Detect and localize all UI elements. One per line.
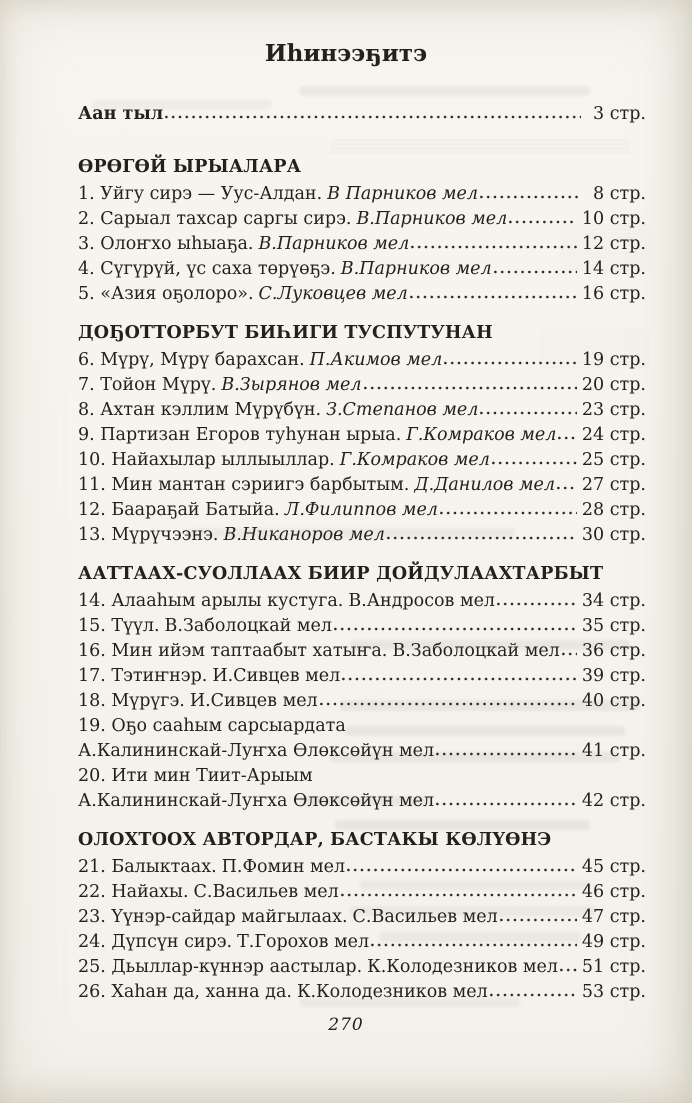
toc-entry — [78, 664, 646, 689]
folio-number: 270 — [328, 1015, 364, 1035]
toc-entry — [78, 980, 646, 1005]
entry-title: 8. Ахтан кэллим Мүрүбүн. — [78, 400, 322, 420]
entry-composer: В.Парников мел — [258, 234, 410, 254]
entry-title: 22. Найахы. — [78, 882, 189, 902]
entry-page: 23 стр. — [581, 400, 646, 420]
dot-leader — [492, 461, 577, 465]
entry-page: 20 стр. — [581, 375, 646, 395]
entry-composer: К.Колодезников мел — [296, 982, 488, 1002]
entry-composer: Г.Комраков мел — [406, 425, 557, 445]
toc-entry — [78, 473, 646, 498]
entry-composer: Т.Горохов мел — [237, 932, 370, 952]
dot-leader — [364, 386, 577, 390]
dot-leader — [440, 511, 577, 515]
toc-entry — [78, 182, 646, 207]
toc-entry — [78, 589, 646, 614]
toc-entry — [78, 739, 646, 764]
toc-entry — [78, 789, 646, 814]
dot-leader — [341, 893, 577, 897]
entry-composer: З.Степанов мел — [326, 400, 479, 420]
entry-page: 14 стр. — [581, 259, 646, 279]
entry-page: 47 стр. — [581, 907, 646, 927]
entry-page: 42 стр. — [581, 791, 646, 811]
entry-title: 1. Уйгу сирэ — Уус-Алдан. — [78, 184, 323, 204]
dot-leader — [497, 602, 577, 606]
entry-composer: К.Колодезников мел — [367, 957, 558, 977]
toc-entry — [78, 855, 646, 880]
foreword-label: Аан тыл — [78, 104, 164, 124]
entry-title: 20. Ити мин Тиит-Арыым — [78, 766, 313, 786]
dot-leader — [509, 220, 577, 224]
entry-page: 40 стр. — [581, 691, 646, 711]
entry-page: 34 стр. — [581, 591, 646, 611]
toc-entry — [78, 639, 646, 664]
entry-composer: П.Фомин мел — [221, 857, 346, 877]
entry-title: 13. Мүрүчээнэ. — [78, 525, 219, 545]
entry-composer: Г.Комраков мел — [339, 450, 490, 470]
entry-title: 23. Үүнэр-сайдар майгылаах. — [78, 907, 348, 927]
entry-title: 6. Мүрү, Мүрү барахсан. — [78, 350, 305, 370]
entry-page: 49 стр. — [581, 932, 646, 952]
toc-entry — [78, 930, 646, 955]
dot-leader — [562, 652, 577, 656]
entry-page: 30 стр. — [581, 525, 646, 545]
dot-leader — [371, 943, 577, 947]
toc-entry — [78, 232, 646, 257]
section-entries — [78, 182, 646, 307]
toc-entry — [78, 764, 646, 789]
dot-leader — [494, 270, 577, 274]
toc-entry — [78, 348, 646, 373]
toc-entry — [78, 880, 646, 905]
toc-section-anthem-songs — [78, 155, 646, 307]
toc-section-about-friends — [78, 321, 646, 548]
dot-leader — [334, 627, 577, 631]
foreword-row — [78, 102, 646, 127]
entry-composer: С.Васильев мел — [193, 882, 339, 902]
dot-leader — [347, 868, 577, 872]
dot-leader — [387, 536, 577, 540]
dot-leader — [490, 993, 577, 997]
entry-page: 35 стр. — [581, 616, 646, 636]
toc-entry — [78, 207, 646, 232]
toc-entry — [78, 448, 646, 473]
entry-composer: И.Сивцев мел — [212, 666, 341, 686]
section-heading: ААТТААХ-СУОЛЛААХ БИИР ДОЙДУЛААХТАРБЫТ — [78, 564, 604, 584]
entry-page: 28 стр. — [581, 500, 646, 520]
entry-title: 2. Сарыал тахсар саргы сирэ. — [78, 209, 352, 229]
dot-leader — [500, 918, 577, 922]
entry-composer: И.Сивцев мел — [189, 691, 318, 711]
entry-composer: Л.Филиппов мел — [284, 500, 438, 520]
entry-composer: В.Заболоцкай мел — [392, 641, 560, 661]
entry-title: 4. Сүгүрүй, үс саха төрүөҕэ. — [78, 259, 336, 279]
section-entries — [78, 348, 646, 548]
entry-composer: П.Акимов мел — [309, 350, 443, 370]
entry-title: 12. Баараҕай Батыйа. — [78, 500, 280, 520]
dot-leader — [165, 115, 581, 119]
entry-composer: В Парников мел — [327, 184, 479, 204]
dot-leader — [342, 677, 577, 681]
toc-entry — [78, 423, 646, 448]
toc-entry — [78, 905, 646, 930]
entry-page: 19 стр. — [581, 350, 646, 370]
dot-leader — [411, 245, 577, 249]
entry-title: 25. Дьыллар-күннэр аастылар. — [78, 957, 363, 977]
entry-composer: В.Заболоцкай мел — [164, 616, 332, 636]
entry-composer: В.Андросов мел — [348, 591, 496, 611]
section-heading: ОЛОХТООХ АВТОРДАР, БАСТАКЫ КӨЛҮӨНЭ — [78, 830, 552, 850]
section-entries — [78, 855, 646, 1005]
entry-title: 5. «Азия оҕолоро». — [78, 284, 254, 304]
toc-entry — [78, 714, 646, 739]
entry-title: 18. Мүрүгэ. — [78, 691, 185, 711]
entry-page: 53 стр. — [581, 982, 646, 1002]
dot-leader — [320, 702, 577, 706]
entry-title: 21. Балыктаах. — [78, 857, 217, 877]
section-entries — [78, 589, 646, 814]
entry-page: 39 стр. — [581, 666, 646, 686]
dot-leader — [560, 968, 577, 972]
entry-title: 10. Найахылар ыллыыллар. — [78, 450, 335, 470]
entry-title: А.Калининскай-Луҥха Өлөксөйүн мел — [78, 741, 435, 761]
toc-entry — [78, 955, 646, 980]
toc-section-local-authors — [78, 828, 646, 1005]
entry-page: 36 стр. — [581, 641, 646, 661]
entry-title: 9. Партизан Егоров туһунан ырыа. — [78, 425, 402, 445]
dot-leader — [557, 486, 577, 490]
entry-title: 19. Оҕо сааһым сарсыардата — [78, 716, 346, 736]
entry-page: 45 стр. — [581, 857, 646, 877]
entry-composer: В.Парников мел — [356, 209, 508, 229]
entry-title: 16. Мин ийэм таптаабыт хатыҥа. — [78, 641, 388, 661]
toc-entry — [78, 398, 646, 423]
dot-leader — [444, 361, 577, 365]
entry-composer: С.Васильев мел — [352, 907, 498, 927]
toc-entry — [78, 373, 646, 398]
entry-composer: С.Луковцев мел — [258, 284, 408, 304]
entry-composer: В.Зырянов мел — [221, 375, 362, 395]
entry-page: 8 стр. — [593, 184, 646, 204]
entry-composer: Д.Данилов мел — [414, 475, 556, 495]
entry-page: 12 стр. — [581, 234, 646, 254]
entry-page: 16 стр. — [581, 284, 646, 304]
toc-entry — [78, 614, 646, 639]
entry-composer: В.Никаноров мел — [223, 525, 385, 545]
dot-leader — [558, 436, 577, 440]
dot-leader — [410, 295, 577, 299]
entry-title: 3. Олоҥхо ыһыаҕа. — [78, 234, 254, 254]
entry-title: 11. Мин мантан сэриигэ барбытым. — [78, 475, 410, 495]
entry-page: 27 стр. — [581, 475, 646, 495]
toc-entry — [78, 257, 646, 282]
entry-title: 7. Тойон Мүрү. — [78, 375, 217, 395]
entry-page: 51 стр. — [581, 957, 646, 977]
toc-entry — [78, 689, 646, 714]
entry-composer: В.Парников мел — [340, 259, 492, 279]
entry-page: 41 стр. — [581, 741, 646, 761]
entry-title: 26. Хаһан да, ханна да. — [78, 982, 292, 1002]
dot-leader — [436, 752, 577, 756]
entry-title: 14. Алааһым арылы кустуга. — [78, 591, 344, 611]
entry-title: 15. Түүл. — [78, 616, 160, 636]
entry-page: 10 стр. — [581, 209, 646, 229]
dot-leader — [436, 802, 577, 806]
page-title: Иһинээҕитэ — [264, 40, 428, 67]
entry-title: 17. Тэтиҥнэр. — [78, 666, 208, 686]
entry-page: 24 стр. — [581, 425, 646, 445]
entry-title: А.Калининскай-Луҥха Өлөксөйүн мел — [78, 791, 435, 811]
dot-leader — [480, 411, 576, 415]
dot-leader — [480, 195, 581, 199]
entry-title: 24. Дүпсүн сирэ. — [78, 932, 233, 952]
toc-entry — [78, 498, 646, 523]
toc-entry — [78, 523, 646, 548]
toc-section-famous-compatriots — [78, 562, 646, 814]
section-heading: ӨРӨГӨЙ ЫРЫАЛАРА — [78, 157, 302, 177]
entry-page: 25 стр. — [581, 450, 646, 470]
foreword-page: 3 стр. — [593, 104, 646, 124]
toc-entry — [78, 282, 646, 307]
section-heading: ДОҔОТТОРБУТ БИҺИГИ ТУСПУТУНАН — [78, 323, 493, 343]
entry-page: 46 стр. — [581, 882, 646, 902]
